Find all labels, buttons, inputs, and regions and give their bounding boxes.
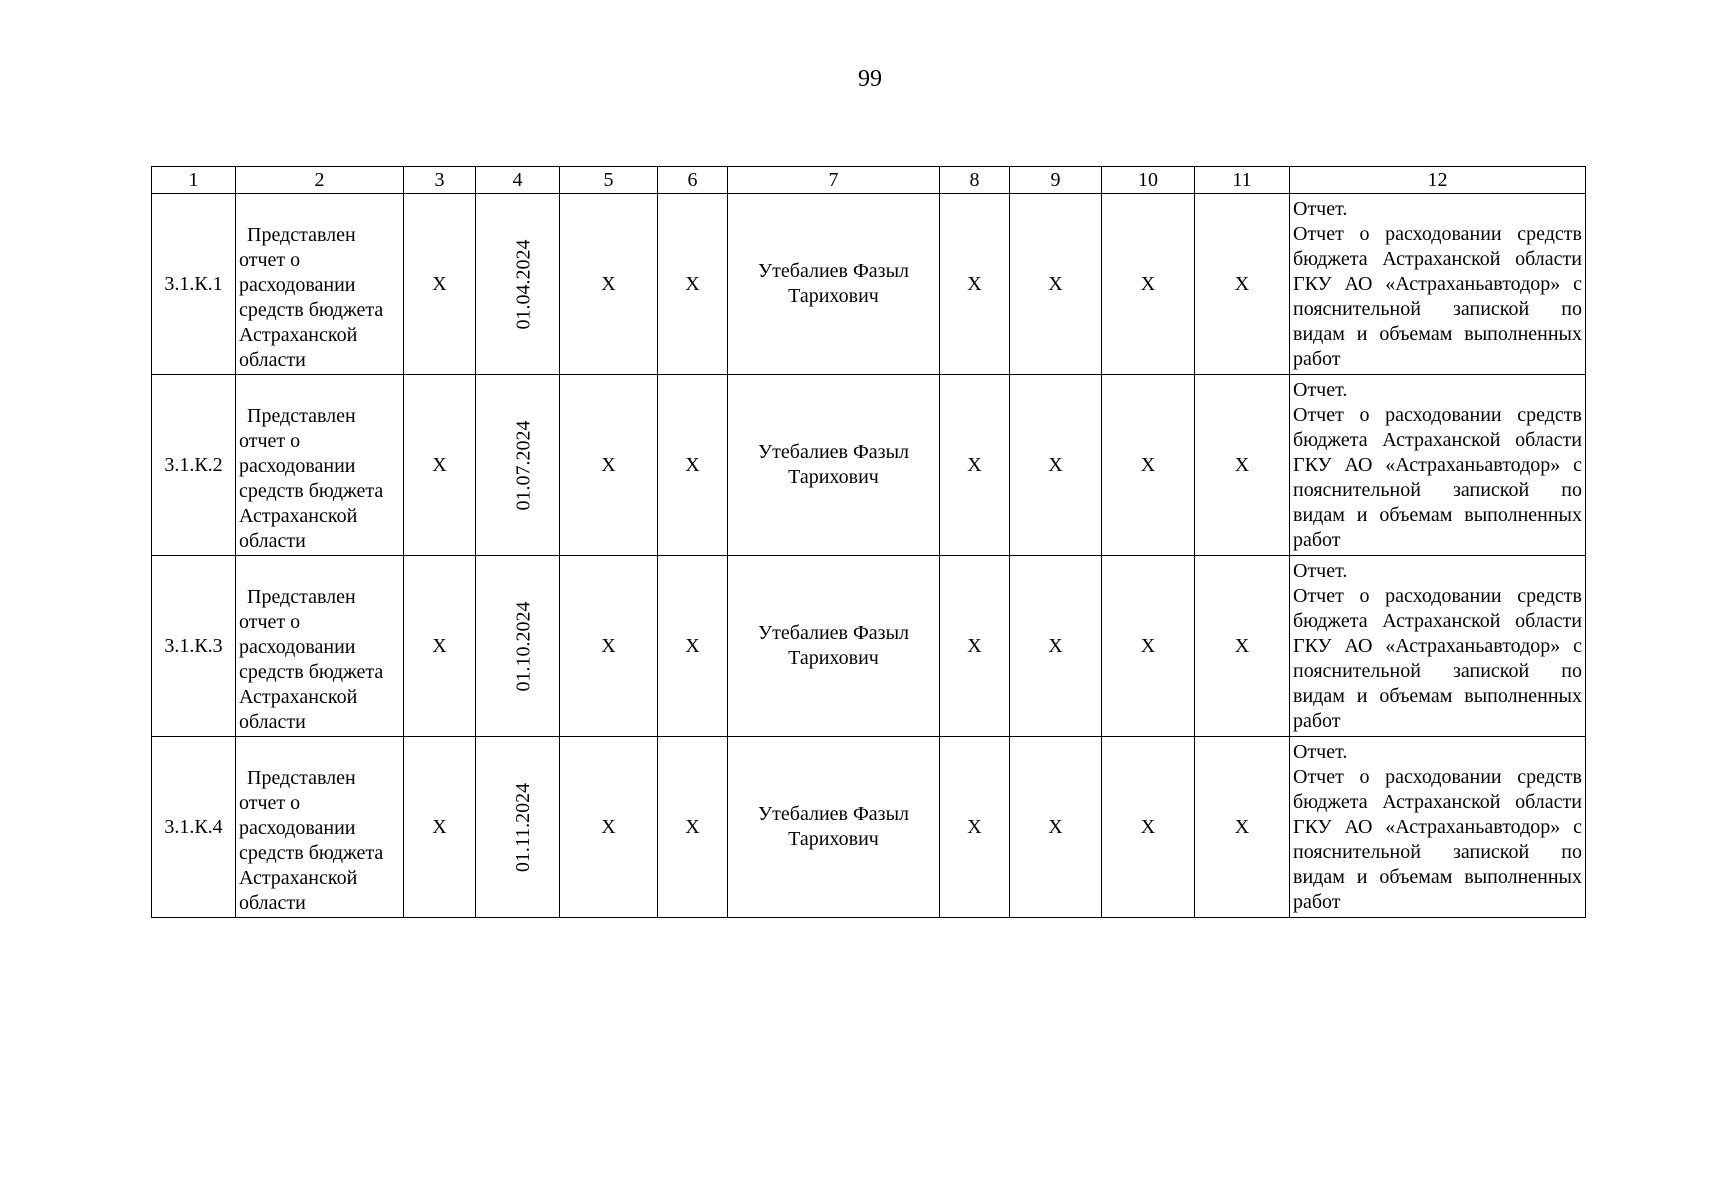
responsible-person: Утебалиев Фазыл Тарихович [728, 556, 940, 737]
row-code: 3.1.К.3 [152, 556, 236, 737]
row-date-cell [476, 375, 560, 556]
cell-col3: Х [404, 737, 476, 918]
row-date: 01.04.2024 [512, 239, 535, 329]
row-date-cell [476, 737, 560, 918]
cell-col9: Х [1010, 375, 1102, 556]
responsible-person: Утебалиев Фазыл Тарихович [728, 194, 940, 375]
result-text: Отчет о расходовании средств бюджета Астраханской области ГКУ АО «Астраханьавтодор» с пояснительной запиской по видам и объемам выполненных работ [1293, 765, 1582, 913]
column-header-11: 11 [1195, 167, 1290, 194]
row-code: 3.1.К.2 [152, 375, 236, 556]
result-title: Отчет. [1293, 559, 1348, 582]
cell-col11: Х [1195, 194, 1290, 375]
cell-col8: Х [940, 737, 1010, 918]
column-header-3: 3 [404, 167, 476, 194]
column-header-5: 5 [560, 167, 658, 194]
result-text: Отчет о расходовании средств бюджета Астраханской области ГКУ АО «Астраханьавтодор» с пояснительной запиской по видам и объемам выполненных работ [1293, 222, 1582, 370]
cell-col3: Х [404, 375, 476, 556]
result-cell [1290, 556, 1586, 737]
result-title: Отчет. [1293, 740, 1348, 763]
column-header-10: 10 [1102, 167, 1195, 194]
cell-col11: Х [1195, 737, 1290, 918]
cell-col5: Х [560, 194, 658, 375]
column-header-7: 7 [728, 167, 940, 194]
cell-col10: Х [1102, 556, 1195, 737]
row-date: 01.11.2024 [512, 782, 535, 872]
cell-col8: Х [940, 375, 1010, 556]
responsible-person: Утебалиев Фазыл Тарихович [728, 737, 940, 918]
row-code: 3.1.К.1 [152, 194, 236, 375]
responsible-person: Утебалиев Фазыл Тарихович [728, 375, 940, 556]
column-header-4: 4 [476, 167, 560, 194]
result-title: Отчет. [1293, 378, 1348, 401]
result-title: Отчет. [1293, 197, 1348, 220]
cell-col3: Х [404, 194, 476, 375]
column-header-6: 6 [658, 167, 728, 194]
cell-col10: Х [1102, 194, 1195, 375]
result-text: Отчет о расходовании средств бюджета Астраханской области ГКУ АО «Астраханьавтодор» с пояснительной запиской по видам и объемам выполненных работ [1293, 403, 1582, 551]
cell-col10: Х [1102, 737, 1195, 918]
column-header-2: 2 [236, 167, 404, 194]
result-cell [1290, 737, 1586, 918]
row-date: 01.10.2024 [512, 601, 535, 691]
cell-col9: Х [1010, 194, 1102, 375]
cell-col8: Х [940, 194, 1010, 375]
row-description: Представлен отчет о расходовании средств бюджета Астраханской области [236, 737, 404, 918]
table-row [152, 194, 1586, 375]
result-text: Отчет о расходовании средств бюджета Астраханской области ГКУ АО «Астраханьавтодор» с пояснительной запиской по видам и объемам выполненных работ [1293, 584, 1582, 732]
cell-col6: Х [658, 556, 728, 737]
cell-col11: Х [1195, 556, 1290, 737]
row-description: Представлен отчет о расходовании средств бюджета Астраханской области [236, 375, 404, 556]
cell-col3: Х [404, 556, 476, 737]
cell-col5: Х [560, 556, 658, 737]
cell-col9: Х [1010, 737, 1102, 918]
row-description: Представлен отчет о расходовании средств бюджета Астраханской области [236, 556, 404, 737]
column-header-8: 8 [940, 167, 1010, 194]
row-code: 3.1.К.4 [152, 737, 236, 918]
result-cell [1290, 375, 1586, 556]
cell-col6: Х [658, 375, 728, 556]
cell-col6: Х [658, 737, 728, 918]
column-header-1: 1 [152, 167, 236, 194]
table-row [152, 556, 1586, 737]
table-row [152, 375, 1586, 556]
row-description: Представлен отчет о расходовании средств бюджета Астраханской области [236, 194, 404, 375]
control-points-table [151, 166, 1586, 918]
cell-col10: Х [1102, 375, 1195, 556]
row-date-cell [476, 556, 560, 737]
column-header-12: 12 [1290, 167, 1586, 194]
table-row [152, 737, 1586, 918]
column-header-9: 9 [1010, 167, 1102, 194]
row-date: 01.07.2024 [512, 420, 535, 510]
page-number: 99 [858, 66, 882, 92]
result-cell [1290, 194, 1586, 375]
cell-col6: Х [658, 194, 728, 375]
header-row [152, 167, 1586, 194]
row-date-cell [476, 194, 560, 375]
cell-col9: Х [1010, 556, 1102, 737]
cell-col8: Х [940, 556, 1010, 737]
cell-col5: Х [560, 375, 658, 556]
cell-col11: Х [1195, 375, 1290, 556]
cell-col5: Х [560, 737, 658, 918]
